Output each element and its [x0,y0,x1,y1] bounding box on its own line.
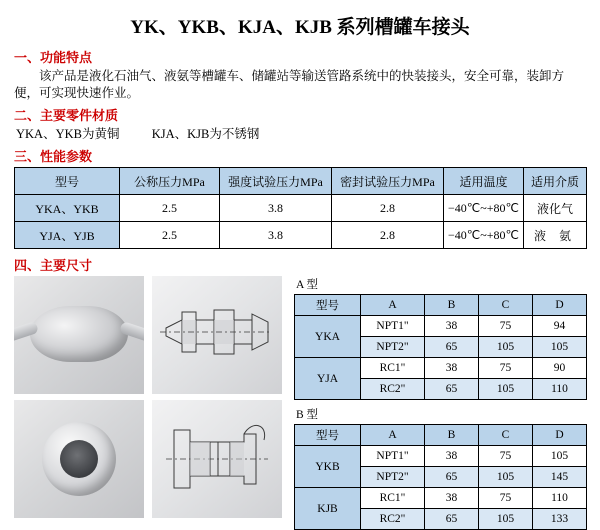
dimA-r1-c4: 105 [533,337,587,358]
technical-drawing-b-icon [152,400,282,518]
dimA-r3-c1: RC2" [361,379,425,400]
section-heading-features: 一、功能特点 [14,50,93,65]
perf-r1-c5: 液 氨 [524,222,587,249]
perf-r0-c5: 液化气 [524,195,587,222]
perf-r1-c1: 2.5 [120,222,220,249]
dimB-r0-c4: 105 [533,446,587,467]
table-header-row [15,168,587,195]
perf-r0-c0: YKA、YKB [15,195,120,222]
dimensions-area [14,276,586,530]
dimB-col-4: D [533,425,587,446]
table-header-row [295,295,587,316]
perf-col-1: 公称压力MPa [120,168,220,195]
table-row [15,195,587,222]
table-row [15,222,587,249]
dimB-col-0: 型号 [295,425,361,446]
table-label-a: A 型 [296,279,319,291]
dimB-r3-c1: RC2" [361,509,425,530]
product-drawing-a [152,276,282,394]
dimB-col-3: C [479,425,533,446]
perf-col-3: 密封试验压力MPa [332,168,444,195]
table-row [295,488,587,509]
section-heading-dimensions: 四、主要尺寸 [14,258,93,273]
dimB-col-1: A [361,425,425,446]
dimension-table-a [294,294,587,400]
perf-r1-c0: YJA、YJB [15,222,120,249]
dimA-r1-c2: 65 [425,337,479,358]
dimB-r2-model: KJB [295,488,361,530]
perf-r1-c3: 2.8 [332,222,444,249]
table-row [295,358,587,379]
dimA-r1-c1: NPT2" [361,337,425,358]
dimB-r1-c3: 105 [479,467,533,488]
dimension-table-b [294,424,587,530]
dimA-col-4: D [533,295,587,316]
dimA-r2-c2: 38 [425,358,479,379]
dimA-r3-c3: 105 [479,379,533,400]
image-row-b [14,400,282,518]
dimA-r0-c2: 38 [425,316,479,337]
perf-r1-c2: 3.8 [220,222,332,249]
coupling-body-shape [30,306,128,362]
dimA-r3-c2: 65 [425,379,479,400]
dimA-r0-c4: 94 [533,316,587,337]
dimB-r0-c1: NPT1" [361,446,425,467]
product-photo-a [14,276,144,394]
dimA-r1-c3: 105 [479,337,533,358]
page-title: YK、YKB、KJA、KJB 系列槽罐车接头 [130,17,470,38]
perf-r0-c1: 2.5 [120,195,220,222]
perf-col-5: 适用介质 [524,168,587,195]
product-images-column [14,276,282,524]
material-line [14,126,586,143]
dimension-tables-column [294,276,586,530]
features-paragraph: 该产品是液化石油气、液氨等槽罐车、储罐站等输送管路系统中的快装接头，安全可靠，装卸方便，可实现快速作业。 [14,69,565,100]
dimB-r0-c3: 75 [479,446,533,467]
dimB-r0-c2: 38 [425,446,479,467]
dimB-r1-c2: 65 [425,467,479,488]
section-heading-material: 二、主要零件材质 [14,108,119,123]
dimB-r1-c1: NPT2" [361,467,425,488]
dimB-col-2: B [425,425,479,446]
product-photo-b [14,400,144,518]
dimA-r2-c4: 90 [533,358,587,379]
product-drawing-b [152,400,282,518]
dimA-r2-c3: 75 [479,358,533,379]
dimA-col-1: A [361,295,425,316]
perf-r0-c3: 2.8 [332,195,444,222]
dimB-r0-model: YKB [295,446,361,488]
perf-col-4: 适用温度 [444,168,524,195]
technical-drawing-a-icon [152,276,282,394]
perf-r1-c4: −40℃~+80℃ [444,222,524,249]
performance-table [14,167,587,249]
dimA-col-3: C [479,295,533,316]
table-label-b: B 型 [296,409,319,421]
section-heading-performance: 三、性能参数 [14,149,93,164]
dimA-r3-c4: 110 [533,379,587,400]
dimA-col-0: 型号 [295,295,361,316]
dimB-r3-c2: 65 [425,509,479,530]
perf-r0-c4: −40℃~+80℃ [444,195,524,222]
flange-bore-shape [60,440,98,478]
table-row [295,316,587,337]
material-right: KJA、KJB为不锈钢 [151,127,260,141]
table-row [295,446,587,467]
dimB-r2-c2: 38 [425,488,479,509]
dimB-r3-c4: 133 [533,509,587,530]
perf-col-2: 强度试验压力MPa [220,168,332,195]
dimB-r1-c4: 145 [533,467,587,488]
dimA-r2-c1: RC1" [361,358,425,379]
perf-col-0: 型号 [15,168,120,195]
dimA-r0-c3: 75 [479,316,533,337]
dimA-r0-c1: NPT1" [361,316,425,337]
dimB-r2-c1: RC1" [361,488,425,509]
dimA-r2-model: YJA [295,358,361,400]
perf-r0-c2: 3.8 [220,195,332,222]
dimB-r2-c3: 75 [479,488,533,509]
material-left: YKA、YKB为黄铜 [16,127,120,141]
table-header-row [295,425,587,446]
dimB-r3-c3: 105 [479,509,533,530]
dimB-r2-c4: 110 [533,488,587,509]
dimA-col-2: B [425,295,479,316]
dimA-r0-model: YKA [295,316,361,358]
image-row-a [14,276,282,394]
